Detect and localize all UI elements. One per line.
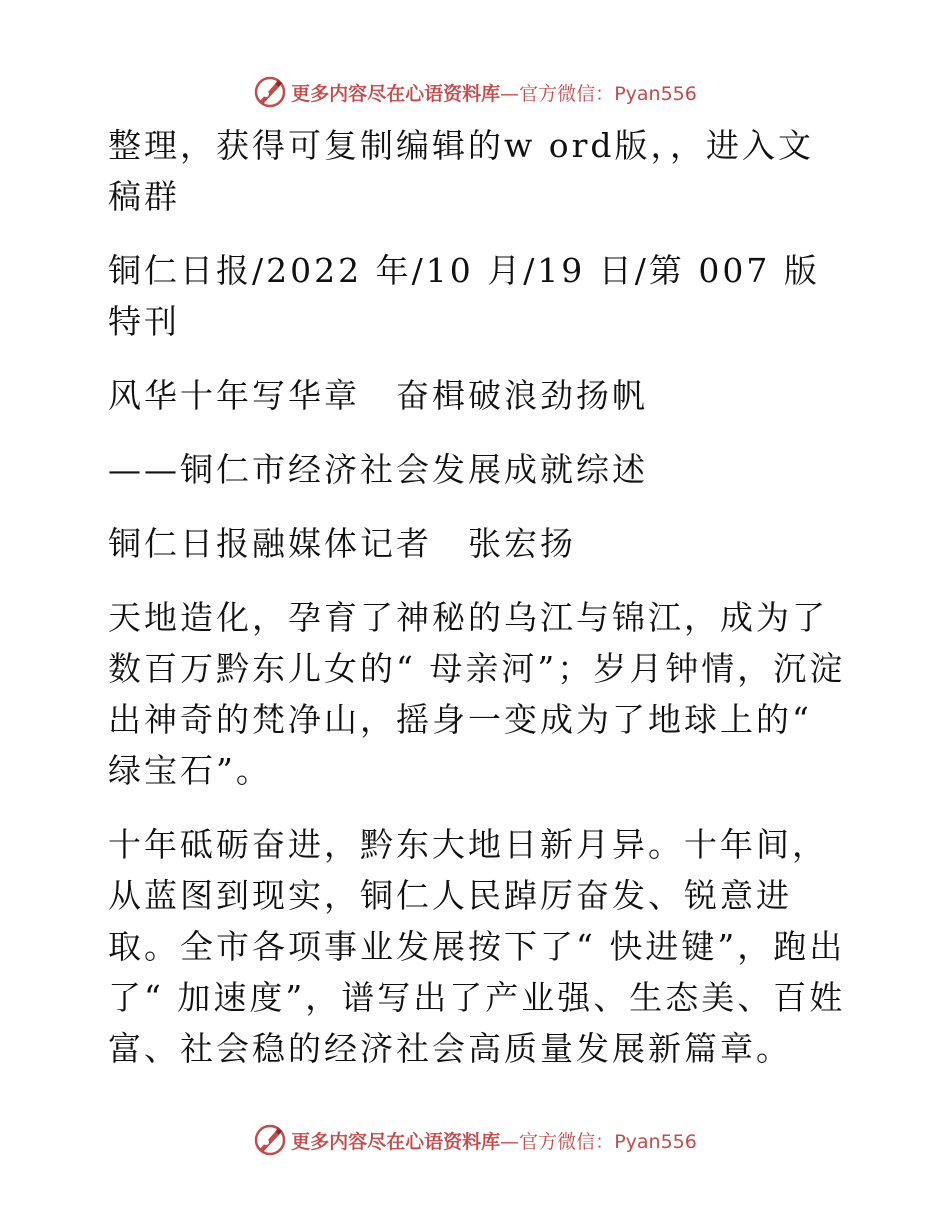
banner-dash: — — [500, 82, 520, 105]
article-title: 风华十年写华章 奋楫破浪劲扬帆 — [108, 376, 648, 415]
banner-site-text: 更多内容尽在心语资料库 — [291, 82, 501, 105]
banner-wechat-label: 官方微信： — [519, 82, 615, 105]
header-watermark-banner — [0, 72, 950, 112]
footer-watermark-banner — [0, 1120, 950, 1160]
banner-wechat-id: Pyan556 — [614, 82, 697, 105]
banner-dash: — — [500, 1130, 520, 1153]
article-subtitle: ——铜仁市经济社会发展成就综述 — [108, 450, 648, 489]
body-paragraph-1: 天地造化，孕育了神秘的乌江与锦江，成为了数百万黔东儿女的“ 母亲河”；岁月钟情，沉淀出神奇的梵净山，摇身一变成为了地球上的“ 绿宝石”。 — [108, 598, 846, 790]
banner-wechat-label: 官方微信： — [519, 1130, 615, 1153]
article-byline: 铜仁日报融媒体记者 张宏扬 — [108, 524, 576, 563]
body-paragraph-2: 十年砥砺奋进，黔东大地日新月异。十年间，从蓝图到现实，铜仁人民踔厉奋发、锐意进取。全市各项事业发展按下了“ 快进键”，跑出了“ 加速度”，谱写出了产业强、生态美、百姓富、社会稳的经济社会高质量发展新篇章。 — [108, 825, 846, 1068]
banner-site-text: 更多内容尽在心语资料库 — [291, 1130, 501, 1153]
publication-line: 铜仁日报/2022 年/10 月/19 日/第 007 版特刊 — [108, 251, 820, 341]
pen-logo-icon — [253, 1123, 287, 1157]
banner-wechat-id: Pyan556 — [614, 1130, 697, 1153]
document-body — [97, 120, 849, 1097]
pen-logo-icon — [253, 75, 287, 109]
intro-paragraph: 整理，获得可复制编辑的w ord版，，进入文稿群 — [108, 126, 815, 216]
